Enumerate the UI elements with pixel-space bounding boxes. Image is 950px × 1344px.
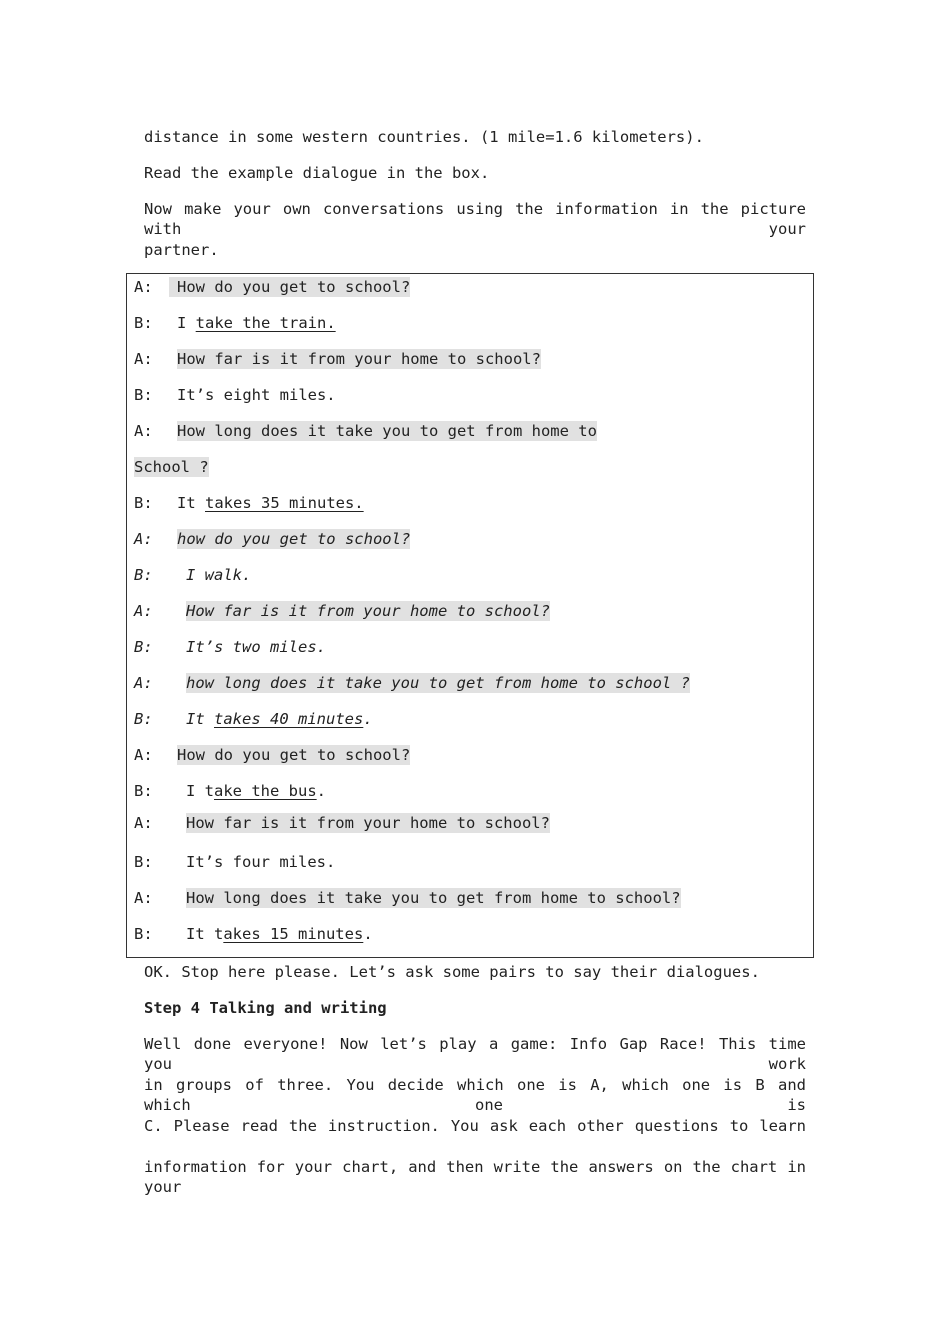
speaker-label: A: bbox=[134, 350, 153, 368]
speaker-label: B: bbox=[134, 710, 153, 728]
paragraph-line-2: in groups of three. You decide which one is A, which one is B and which one is bbox=[144, 1076, 806, 1114]
dialogue-text: how do you get to school? bbox=[177, 530, 411, 548]
dialogue-text: I take the bus. bbox=[186, 782, 326, 800]
dialogue-text: I walk. bbox=[186, 566, 252, 584]
dialogue-text: How do you get to school? bbox=[177, 746, 411, 764]
dialogue-text: How far is it from your home to school? bbox=[186, 602, 550, 620]
dialogue-text: It’s eight miles. bbox=[177, 386, 336, 404]
speaker-label: B: bbox=[134, 494, 153, 512]
intro-line-1: distance in some western countries. (1 mile=1.6 kilometers). bbox=[144, 128, 704, 146]
speaker-label: A: bbox=[134, 602, 153, 620]
intro-line-3: Now make your own conversations using the information in the picture with your bbox=[144, 200, 806, 238]
dialogue-text: How far is it from your home to school? bbox=[177, 350, 541, 368]
speaker-label: B: bbox=[134, 853, 153, 871]
step-heading: Step 4 Talking and writing bbox=[144, 999, 387, 1017]
speaker-label: B: bbox=[134, 638, 153, 656]
speaker-label: A: bbox=[134, 814, 153, 832]
dialogue-text: It takes 35 minutes. bbox=[177, 494, 364, 512]
speaker-label: A: bbox=[134, 674, 153, 692]
dialogue-text: It takes 40 minutes. bbox=[186, 710, 373, 728]
intro-line-4: partner. bbox=[144, 241, 219, 259]
after-line-1: OK. Stop here please. Let’s ask some pairs to say their dialogues. bbox=[144, 963, 760, 981]
paragraph-line-3: C. Please read the instruction. You ask each other questions to learn bbox=[144, 1117, 806, 1135]
dialogue-text: How long does it take you to get from home to bbox=[177, 422, 597, 440]
dialogue-text: how long does it take you to get from home to school ? bbox=[186, 674, 690, 692]
speaker-label: B: bbox=[134, 314, 153, 332]
speaker-label: A: bbox=[134, 278, 153, 296]
paragraph-line-4: information for your chart, and then write the answers on the chart in your bbox=[144, 1158, 806, 1196]
dialogue-text: How long does it take you to get from home to school? bbox=[186, 889, 681, 907]
speaker-label: B: bbox=[134, 386, 153, 404]
dialogue-text: It takes 15 minutes. bbox=[186, 925, 373, 943]
speaker-label: B: bbox=[134, 782, 153, 800]
speaker-label: A: bbox=[134, 746, 153, 764]
paragraph-line-1: Well done everyone! Now let’s play a game: Info Gap Race! This time you work bbox=[144, 1035, 806, 1073]
speaker-label: A: bbox=[134, 889, 153, 907]
dialogue-text: How do you get to school? bbox=[169, 277, 410, 297]
dialogue-text: School ? bbox=[134, 458, 209, 476]
speaker-label: A: bbox=[134, 530, 153, 548]
dialogue-text: I take the train. bbox=[177, 314, 336, 332]
speaker-label: B: bbox=[134, 925, 153, 943]
dialogue-text: It’s two miles. bbox=[186, 638, 326, 656]
dialogue-text: How far is it from your home to school? bbox=[186, 814, 550, 832]
intro-line-2: Read the example dialogue in the box. bbox=[144, 164, 490, 182]
speaker-label: A: bbox=[134, 422, 153, 440]
speaker-label: B: bbox=[134, 566, 153, 584]
dialogue-text: It’s four miles. bbox=[186, 853, 336, 871]
